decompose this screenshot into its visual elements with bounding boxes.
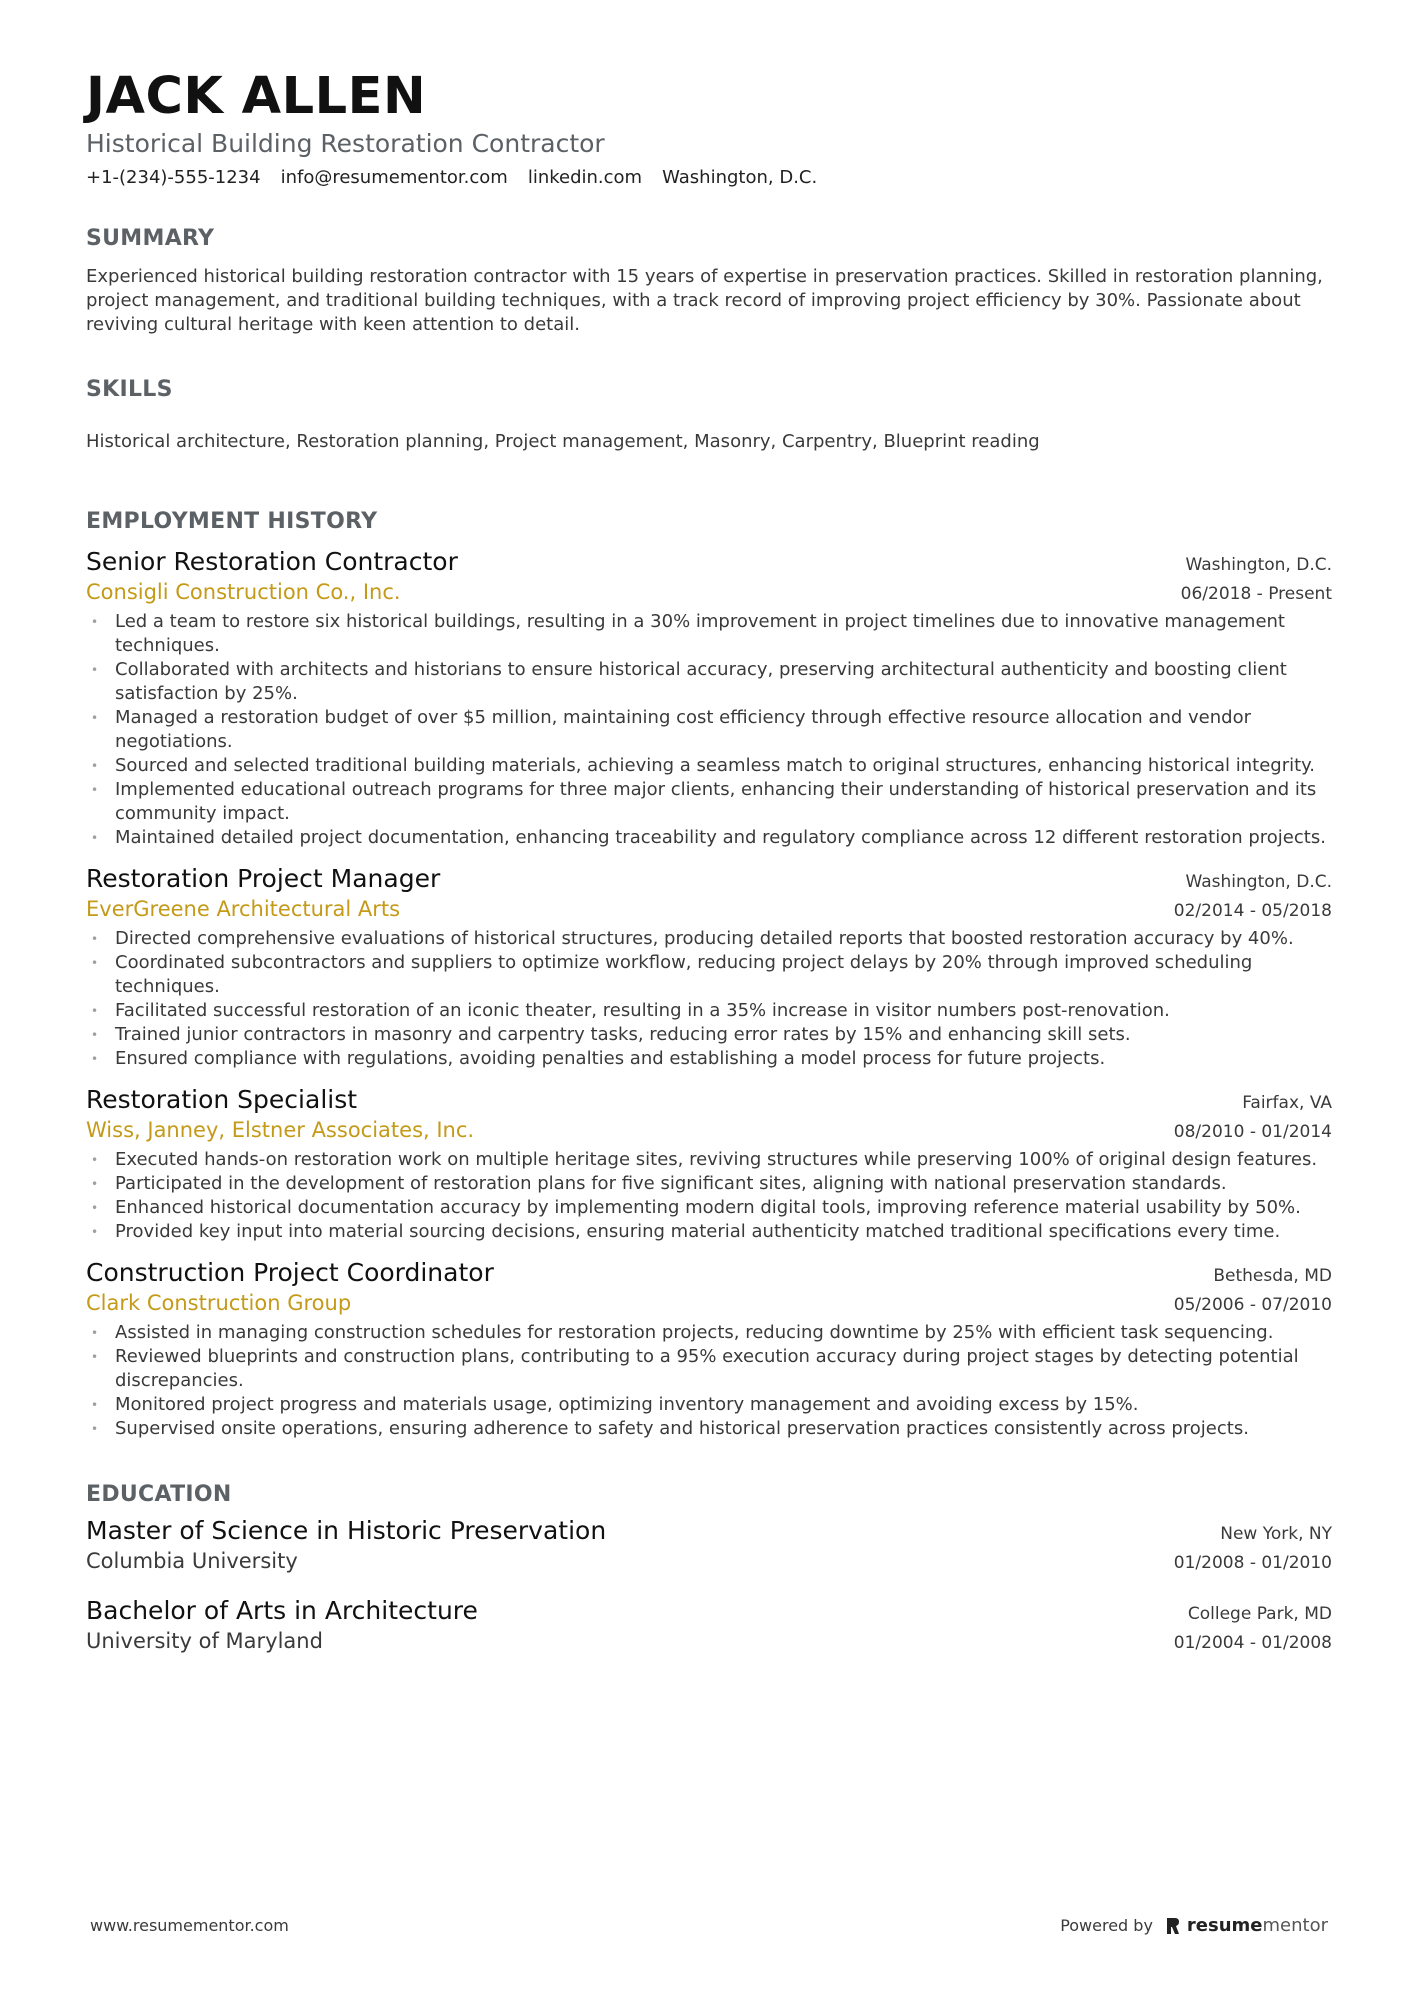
job-bullet: • Supervised onsite operations, ensuring adherence to safety and historical preservation practices consistently across projects.: [86, 1417, 1332, 1441]
contact-linkedin: linkedin.com: [527, 167, 643, 188]
education-entry: [86, 1595, 1332, 1655]
job-entry: [86, 1084, 1332, 1244]
job-bullet: • Participated in the development of restoration plans for five significant sites, aligning with national preservation standards.: [86, 1172, 1332, 1196]
job-bullet: • Provided key input into material sourcing decisions, ensuring material authenticity matched traditional specifications every time.: [86, 1220, 1332, 1244]
job-bullet: • Reviewed blueprints and construction plans, contributing to a 95% execution accuracy during project stages by detecting potential discrepancies.: [86, 1345, 1332, 1393]
job-bullet: • Ensured compliance with regulations, avoiding penalties and establishing a model process for future projects.: [86, 1047, 1332, 1071]
job-bullets: [86, 1321, 1332, 1441]
brand-logo[interactable]: [1165, 1915, 1328, 1936]
job-bullet: • Executed hands-on restoration work on multiple heritage sites, reviving structures while preserving 100% of original design features.: [86, 1148, 1332, 1172]
education-section: [86, 1481, 1332, 1655]
job-company: Clark Construction Group: [86, 1291, 352, 1315]
contact-info: [86, 166, 1332, 190]
job-bullet: • Maintained detailed project documentation, enhancing traceability and regulatory compliance across 12 different restoration projects.: [86, 826, 1332, 850]
job-entry: [86, 863, 1332, 1071]
job-bullet: • Facilitated successful restoration of an iconic theater, resulting in a 35% increase in visitor numbers post-renovation.: [86, 999, 1332, 1023]
degree-title: Bachelor of Arts in Architecture: [86, 1596, 478, 1625]
skills-heading: SKILLS: [86, 377, 173, 402]
job-bullets: [86, 1148, 1332, 1244]
summary-text: Experienced historical building restoration contractor with 15 years of expertise in preservation practices. Skilled in restoration planning, project management, and traditional building techniques, with a track record of improving project efficiency by 30%. Passionate about reviving cultural heritage with keen attention to detail.: [86, 266, 1323, 335]
job-location: Bethesda, MD: [1213, 1266, 1332, 1286]
education-heading: EDUCATION: [86, 1482, 232, 1507]
footer-website-link[interactable]: www.resumementor.com: [90, 1916, 289, 1935]
skills-section: [86, 376, 1332, 454]
education-location: New York, NY: [1220, 1524, 1332, 1544]
job-bullet: • Collaborated with architects and historians to ensure historical accuracy, preserving architectural authenticity and boosting client satisfaction by 25%.: [86, 658, 1332, 706]
education-location: College Park, MD: [1187, 1604, 1332, 1624]
job-bullet: • Enhanced historical documentation accuracy by implementing modern digital tools, improving reference material usability by 50%.: [86, 1196, 1332, 1220]
job-bullet: • Led a team to restore six historical buildings, resulting in a 30% improvement in project timelines due to innovative management techniques.: [86, 610, 1332, 658]
job-bullet: • Coordinated subcontractors and suppliers to optimize workflow, reducing project delays by 20% through improved scheduling techniques.: [86, 951, 1332, 999]
candidate-name: JACK ALLEN: [86, 67, 427, 126]
resumementor-logo-icon: [1165, 1917, 1181, 1935]
contact-email: info@resumementor.com: [280, 167, 508, 188]
powered-by: [1060, 1915, 1328, 1936]
job-dates: 05/2006 - 07/2010: [1173, 1295, 1332, 1315]
job-bullets: [86, 610, 1332, 850]
summary-heading: SUMMARY: [86, 226, 215, 251]
resume-header: [86, 68, 1332, 190]
degree-title: Master of Science in Historic Preservation: [86, 1516, 607, 1545]
job-dates: 08/2010 - 01/2014: [1173, 1122, 1332, 1142]
employment-heading: EMPLOYMENT HISTORY: [86, 509, 378, 534]
job-bullet: • Assisted in managing construction schedules for restoration projects, reducing downtime by 25% with efficient task sequencing.: [86, 1321, 1332, 1345]
page-footer: [90, 1915, 1328, 1936]
school-name: Columbia University: [86, 1549, 298, 1573]
summary-section: [86, 225, 1332, 337]
job-bullet: • Implemented educational outreach programs for three major clients, enhancing their understanding of historical preservation and its community impact.: [86, 778, 1332, 826]
job-dates: 06/2018 - Present: [1180, 584, 1332, 604]
job-title: Senior Restoration Contractor: [86, 547, 458, 576]
job-bullet: • Managed a restoration budget of over $5 million, maintaining cost efficiency through effective resource allocation and vendor negotiations.: [86, 706, 1332, 754]
job-entry: [86, 546, 1332, 850]
brand-name-light: mentor: [1262, 1915, 1328, 1936]
powered-by-label: Powered by: [1060, 1916, 1153, 1935]
candidate-title: Historical Building Restoration Contractor: [86, 129, 605, 158]
job-entry: [86, 1257, 1332, 1441]
contact-phone: +1-(234)-555-1234: [86, 167, 261, 188]
school-name: University of Maryland: [86, 1629, 323, 1653]
employment-section: [86, 508, 1332, 1441]
job-title: Construction Project Coordinator: [86, 1258, 494, 1287]
job-bullet: • Directed comprehensive evaluations of historical structures, producing detailed reports that boosted restoration accuracy by 40%.: [86, 927, 1332, 951]
job-bullet: • Sourced and selected traditional building materials, achieving a seamless match to original structures, enhancing historical integrity.: [86, 754, 1332, 778]
job-company: Consigli Construction Co., Inc.: [86, 580, 401, 604]
education-entry: [86, 1515, 1332, 1575]
job-bullets: [86, 927, 1332, 1071]
job-bullet: • Monitored project progress and materials usage, optimizing inventory management and avoiding excess by 15%.: [86, 1393, 1332, 1417]
contact-location: Washington, D.C.: [662, 167, 818, 188]
job-title: Restoration Project Manager: [86, 864, 441, 893]
resume-page: [86, 68, 1332, 1655]
job-company: Wiss, Janney, Elstner Associates, Inc.: [86, 1118, 475, 1142]
education-dates: 01/2008 - 01/2010: [1173, 1553, 1332, 1573]
education-dates: 01/2004 - 01/2008: [1173, 1633, 1332, 1653]
brand-name-bold: resume: [1186, 1915, 1263, 1936]
job-company: EverGreene Architectural Arts: [86, 897, 401, 921]
job-title: Restoration Specialist: [86, 1085, 358, 1114]
skills-text: Historical architecture, Restoration planning, Project management, Masonry, Carpentry, Blueprint reading: [86, 431, 1040, 452]
job-location: Fairfax, VA: [1242, 1093, 1332, 1113]
job-location: Washington, D.C.: [1185, 555, 1332, 575]
job-dates: 02/2014 - 05/2018: [1173, 901, 1332, 921]
job-bullet: • Trained junior contractors in masonry and carpentry tasks, reducing error rates by 15% and enhancing skill sets.: [86, 1023, 1332, 1047]
job-location: Washington, D.C.: [1185, 872, 1332, 892]
